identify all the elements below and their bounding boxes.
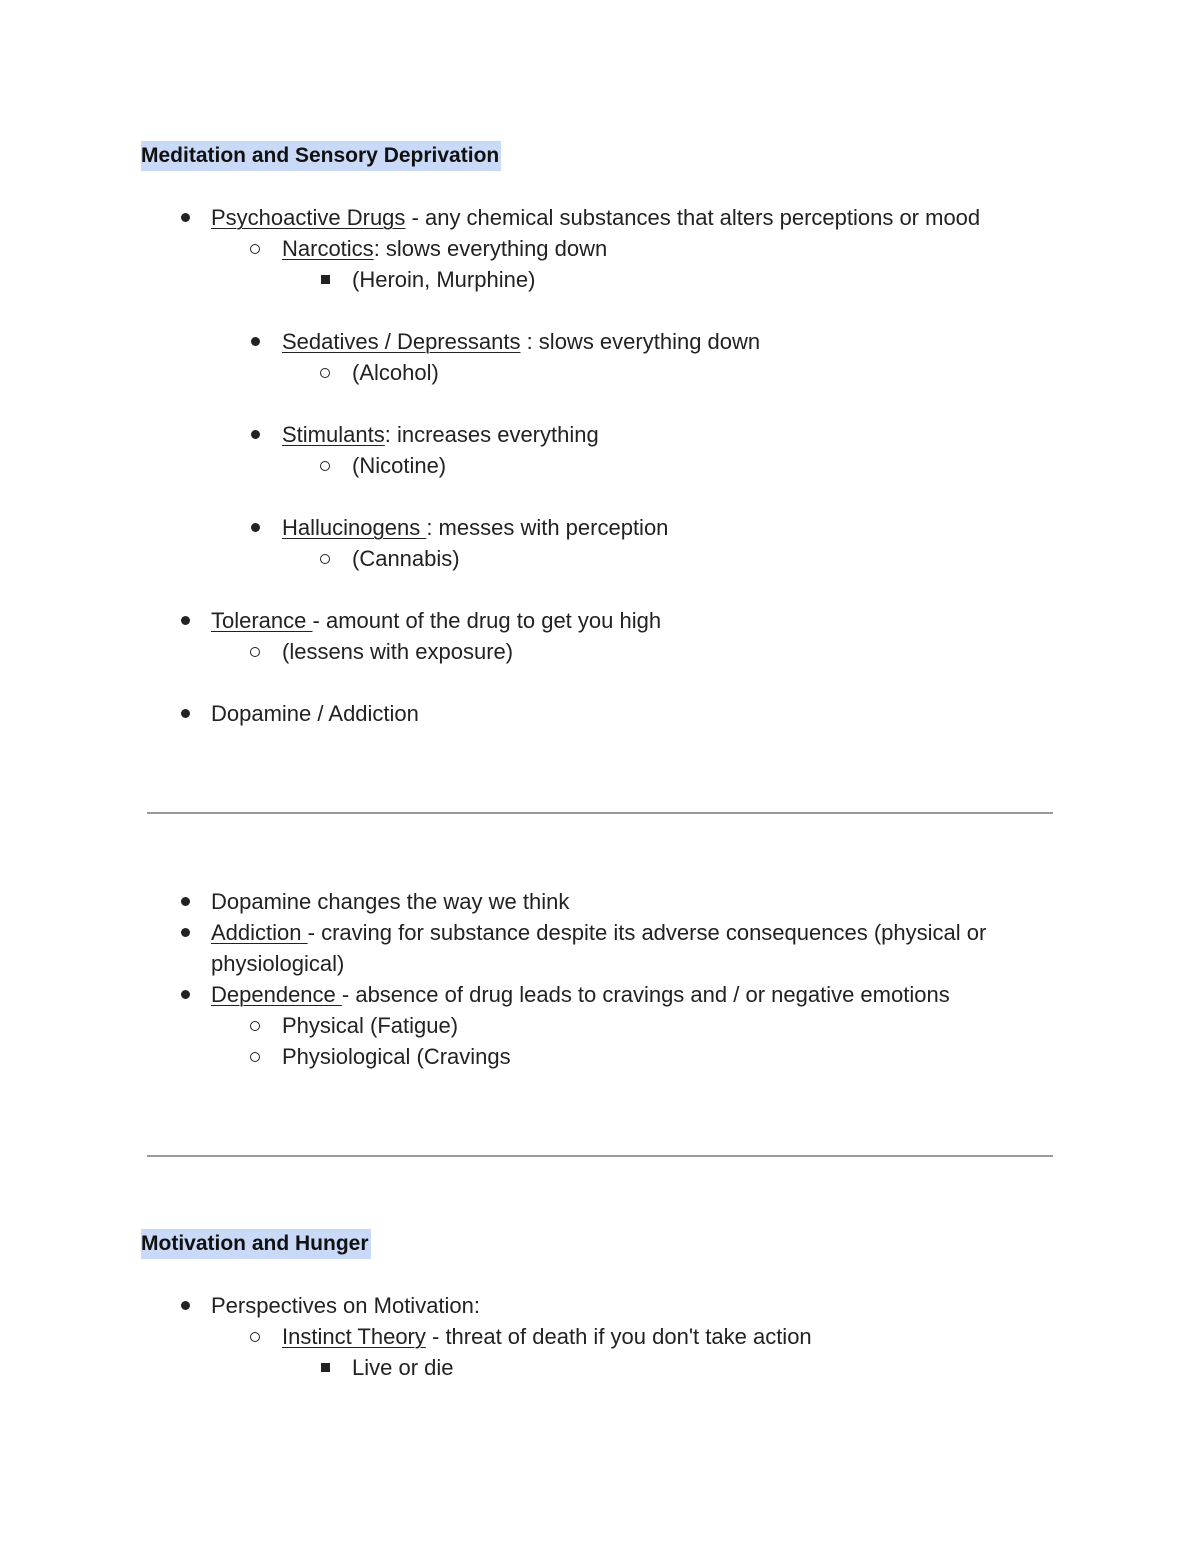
list-item-psychoactive bbox=[211, 203, 980, 233]
term-hallucinogens: Hallucinogens bbox=[282, 515, 427, 540]
definition-tolerance: - amount of the drug to get you high bbox=[312, 608, 662, 633]
bullet-square-icon bbox=[310, 265, 340, 295]
list-item-addiction-continued: physiological) bbox=[211, 951, 345, 976]
bullet-disc-icon bbox=[240, 420, 270, 450]
list-item-dopamine-addiction: Dopamine / Addiction bbox=[211, 701, 419, 726]
term-narcotics: Narcotics bbox=[282, 236, 374, 261]
term-tolerance: Tolerance bbox=[211, 608, 313, 633]
definition-narcotics: : slows everything down bbox=[373, 236, 608, 261]
list-item-addiction bbox=[211, 918, 986, 948]
list-item-instinct-theory bbox=[282, 1322, 812, 1352]
bullet-circle-icon bbox=[240, 637, 270, 667]
list-item-dopamine-changes: Dopamine changes the way we think bbox=[211, 889, 570, 914]
term-addiction: Addiction bbox=[211, 920, 308, 945]
term-dependence: Dependence bbox=[211, 982, 342, 1007]
bullet-disc-icon bbox=[170, 918, 200, 948]
definition-dependence: - absence of drug leads to cravings and / or negative emotions bbox=[341, 982, 950, 1007]
term-psychoactive-drugs: Psychoactive Drugs bbox=[211, 205, 406, 230]
list-item-sedatives-example: (Alcohol) bbox=[352, 360, 439, 385]
definition-hallucinogens: : messes with perception bbox=[426, 515, 669, 540]
definition-psychoactive-drugs: - any chemical substances that alters perceptions or mood bbox=[405, 205, 981, 230]
horizontal-rule bbox=[147, 812, 1053, 814]
bullet-disc-icon bbox=[170, 606, 200, 636]
list-item-narcotics-example: (Heroin, Murphine) bbox=[352, 267, 536, 292]
section-heading-motivation: Motivation and Hunger bbox=[141, 1229, 371, 1259]
bullet-circle-icon bbox=[310, 451, 340, 481]
bullet-circle-icon bbox=[240, 1322, 270, 1352]
bullet-circle-icon bbox=[240, 1042, 270, 1072]
bullet-disc-icon bbox=[170, 1291, 200, 1321]
definition-addiction: - craving for substance despite its adverse consequences (physical or bbox=[307, 920, 987, 945]
list-item-perspectives: Perspectives on Motivation: bbox=[211, 1293, 481, 1318]
bullet-circle-icon bbox=[240, 234, 270, 264]
horizontal-rule bbox=[147, 1155, 1053, 1157]
list-item-dependence bbox=[211, 980, 950, 1010]
list-item-sedatives bbox=[282, 327, 760, 357]
bullet-disc-icon bbox=[170, 980, 200, 1010]
term-stimulants: Stimulants bbox=[282, 422, 385, 447]
list-item-hallucinogens bbox=[282, 513, 668, 543]
bullet-disc-icon bbox=[240, 513, 270, 543]
definition-sedatives: : slows everything down bbox=[520, 329, 761, 354]
bullet-circle-icon bbox=[310, 358, 340, 388]
list-item-tolerance-example: (lessens with exposure) bbox=[282, 639, 514, 664]
list-item-physiological: Physiological (Cravings bbox=[282, 1044, 511, 1069]
list-item-stimulants bbox=[282, 420, 599, 450]
definition-instinct-theory: - threat of death if you don't take action bbox=[425, 1324, 812, 1349]
bullet-disc-icon bbox=[170, 203, 200, 233]
section-heading-meditation: Meditation and Sensory Deprivation bbox=[141, 141, 501, 171]
bullet-disc-icon bbox=[170, 699, 200, 729]
bullet-circle-icon bbox=[240, 1011, 270, 1041]
bullet-circle-icon bbox=[310, 544, 340, 574]
definition-stimulants: : increases everything bbox=[384, 422, 599, 447]
list-item-hallucinogens-example: (Cannabis) bbox=[352, 546, 460, 571]
bullet-disc-icon bbox=[170, 887, 200, 917]
list-item-stimulants-example: (Nicotine) bbox=[352, 453, 447, 478]
list-item-narcotics bbox=[282, 234, 607, 264]
list-item-physical: Physical (Fatigue) bbox=[282, 1013, 459, 1038]
bullet-disc-icon bbox=[240, 327, 270, 357]
term-sedatives: Sedatives / Depressants bbox=[282, 329, 521, 354]
list-item-tolerance bbox=[211, 606, 661, 636]
bullet-square-icon bbox=[310, 1353, 340, 1383]
term-instinct-theory: Instinct Theory bbox=[282, 1324, 426, 1349]
list-item-live-or-die: Live or die bbox=[352, 1355, 454, 1380]
